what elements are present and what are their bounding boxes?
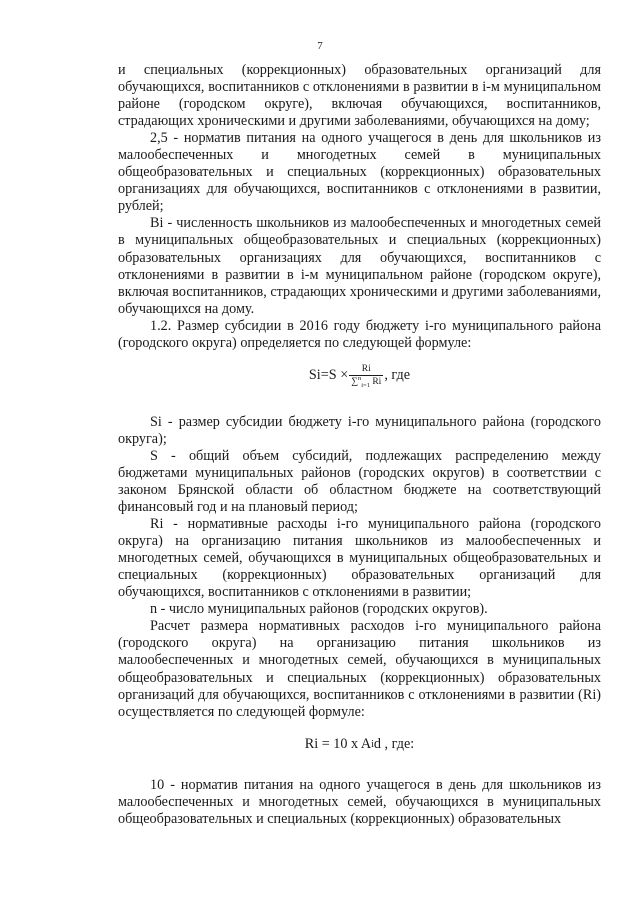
paragraph: Ri - нормативные расходы i-го муниципального района (городского округа) на организацию питания школьников из малообеспеченных и многодетных семей, обучающихся в муниципальных общеобразовательных и специальных (коррекционных) образовательных организаций для обучающихся, воспитанников с отклонениями в развитии; [118, 516, 601, 601]
paragraph-group-2 [118, 414, 601, 721]
sum-term: Ri [372, 376, 382, 387]
sum-upper-limit: n [357, 374, 362, 382]
paragraph: 10 - норматив питания на одного учащегося в день для школьников из малообеспеченных и многодетных семей, обучающихся в муниципальных общеобразовательных и специальных (коррекционных) образовательных [118, 776, 601, 827]
page-number: 7 [317, 40, 323, 52]
norm-expense-formula: Ri = 10 x A i d , где: [304, 736, 415, 753]
sum-lower-limit: i=1 [361, 381, 370, 389]
subsidy-formula [118, 358, 601, 394]
paragraph: S - общий объем субсидий, подлежащих распределению между бюджетами муниципальных районов (городских округов) в соответствии с законом Брянской области об областном бюджете на соответствующий финансовый год и на плановый период; [118, 447, 601, 516]
paragraph: Bi - численность школьников из малообеспеченных и многодетных семей в муниципальных общеобразовательных и специальных (коррекционных) образовательных организациях для обучающихся, воспитанников с отклонениями в развитии в i-м муниципальном районе (городском округе), включая воспитанников, страдающих хроническими и другими заболеваниями, обучающихся на дому. [118, 215, 601, 317]
sum-symbol: ∑ [351, 376, 358, 387]
formula-lhs: Si=S × [308, 367, 349, 384]
paragraph-group-1 [118, 62, 601, 352]
paragraph: 1.2. Размер субсидии в 2016 году бюджету i-го муниципального района (городского округа) определяется по следующей формуле: [118, 317, 601, 351]
formula-tail: , где [384, 367, 411, 384]
document-body [118, 62, 601, 828]
fraction-numerator: Ri [361, 363, 371, 374]
paragraph: Расчет размера нормативных расходов i-го муниципального района (городского округа) на организацию питания школьников из малообеспеченных и многодетных семей, обучающихся в муниципальных общеобразовательных и специальных (коррекционных) образовательных организаций для обучающихся, воспитанников с отклонениями в развитии (Ri) осуществляется по следующей формуле: [118, 618, 601, 720]
paragraph-group-3 [118, 777, 601, 828]
paragraph: n - число муниципальных районов (городских округов). [150, 601, 488, 618]
formula-fraction [349, 364, 383, 388]
paragraph: и специальных (коррекционных) образовательных организаций для обучающихся, воспитанников с отклонениями в развитии в i-м муниципальном районе (городском округе), включая обучающихся, воспитанников, страдающих хроническими и другими заболеваниями, обучающихся на дому; [118, 62, 601, 130]
formula2-rest: d , где: [373, 736, 415, 753]
formula2-lhs: Ri = 10 x A [304, 736, 372, 753]
fraction-denominator [349, 375, 383, 388]
paragraph: 2,5 - норматив питания на одного учащегося в день для школьников из малообеспеченных и многодетных семей в муниципальных общеобразовательных и специальных (коррекционных) образовательных организациях для обучающихся, воспитанников с отклонениями в развитии, рублей; [118, 130, 601, 215]
paragraph: Si - размер субсидии бюджету i-го муниципального района (городского округа); [118, 413, 601, 447]
